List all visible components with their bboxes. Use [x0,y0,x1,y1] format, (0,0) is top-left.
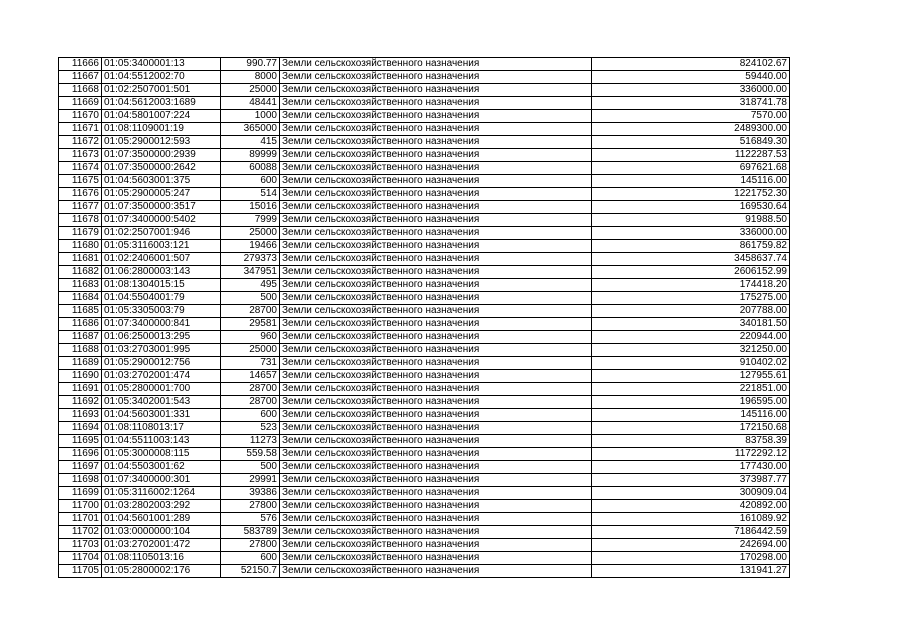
row-number-cell: 11694 [59,422,102,435]
row-number-cell: 11686 [59,318,102,331]
row-number-cell: 11678 [59,214,102,227]
cadastral-number-cell: 01:04:5503001:62 [102,461,221,474]
cadastral-value-cell: 3458637.74 [592,253,790,266]
land-category-cell: Земли сельскохозяйственного назначения [280,461,592,474]
cadastral-number-cell: 01:03:2802003:292 [102,500,221,513]
area-cell: 559.58 [221,448,280,461]
land-category-cell: Земли сельскохозяйственного назначения [280,110,592,123]
table-row [59,461,790,474]
cadastral-number-cell: 01:02:2507001:946 [102,227,221,240]
cadastral-value-cell: 170298.00 [592,552,790,565]
cadastral-number-cell: 01:05:2900012:756 [102,357,221,370]
table-row [59,318,790,331]
area-cell: 500 [221,292,280,305]
land-category-cell: Земли сельскохозяйственного назначения [280,240,592,253]
area-cell: 48441 [221,97,280,110]
cadastral-value-cell: 336000.00 [592,227,790,240]
land-category-cell: Земли сельскохозяйственного назначения [280,162,592,175]
table-row [59,422,790,435]
cadastral-number-cell: 01:07:3500000:2939 [102,149,221,162]
land-category-cell: Земли сельскохозяйственного назначения [280,357,592,370]
cadastral-value-cell: 373987.77 [592,474,790,487]
cadastral-value-cell: 697621.68 [592,162,790,175]
cadastral-value-cell: 7570.00 [592,110,790,123]
table-row [59,448,790,461]
land-category-cell: Земли сельскохозяйственного назначения [280,97,592,110]
land-category-cell: Земли сельскохозяйственного назначения [280,84,592,97]
land-category-cell: Земли сельскохозяйственного назначения [280,227,592,240]
cadastral-value-cell: 824102.67 [592,58,790,71]
land-category-cell: Земли сельскохозяйственного назначения [280,318,592,331]
land-category-cell: Земли сельскохозяйственного назначения [280,448,592,461]
table-row [59,97,790,110]
table-row [59,500,790,513]
table-row [59,188,790,201]
area-cell: 500 [221,461,280,474]
cadastral-number-cell: 01:03:0000000:104 [102,526,221,539]
cadastral-value-cell: 1221752.30 [592,188,790,201]
row-number-cell: 11682 [59,266,102,279]
cadastral-value-cell: 340181.50 [592,318,790,331]
cadastral-value-cell: 910402.02 [592,357,790,370]
table-row [59,175,790,188]
cadastral-number-cell: 01:04:5512002:70 [102,71,221,84]
land-category-cell: Земли сельскохозяйственного назначения [280,370,592,383]
cadastral-number-cell: 01:04:5612003:1689 [102,97,221,110]
cadastral-number-cell: 01:05:3305003:79 [102,305,221,318]
table-row [59,383,790,396]
cadastral-value-cell: 420892.00 [592,500,790,513]
row-number-cell: 11672 [59,136,102,149]
table-row [59,214,790,227]
cadastral-number-cell: 01:03:2702001:474 [102,370,221,383]
cadastral-number-cell: 01:04:5601001:289 [102,513,221,526]
cadastral-value-cell: 83758.39 [592,435,790,448]
row-number-cell: 11684 [59,292,102,305]
land-category-cell: Земли сельскохозяйственного назначения [280,409,592,422]
area-cell: 28700 [221,305,280,318]
table-row [59,162,790,175]
area-cell: 576 [221,513,280,526]
cadastral-value-cell: 172150.68 [592,422,790,435]
row-number-cell: 11668 [59,84,102,97]
cadastral-value-cell: 2606152.99 [592,266,790,279]
cadastral-value-cell: 91988.50 [592,214,790,227]
area-cell: 89999 [221,149,280,162]
table-row [59,344,790,357]
table-row [59,487,790,500]
cadastral-value-cell: 861759.82 [592,240,790,253]
cadastral-number-cell: 01:08:1304015:15 [102,279,221,292]
land-category-cell: Земли сельскохозяйственного назначения [280,344,592,357]
cadastral-value-cell: 7186442.59 [592,526,790,539]
area-cell: 495 [221,279,280,292]
land-category-cell: Земли сельскохозяйственного назначения [280,188,592,201]
table-row [59,240,790,253]
area-cell: 1000 [221,110,280,123]
row-number-cell: 11675 [59,175,102,188]
row-number-cell: 11697 [59,461,102,474]
cadastral-number-cell: 01:08:1105013:16 [102,552,221,565]
table-row [59,266,790,279]
cadastral-value-cell: 131941.27 [592,565,790,578]
land-category-cell: Земли сельскохозяйственного назначения [280,487,592,500]
land-category-cell: Земли сельскохозяйственного назначения [280,539,592,552]
area-cell: 19466 [221,240,280,253]
cadastral-value-cell: 145116.00 [592,175,790,188]
area-cell: 600 [221,175,280,188]
table-row [59,71,790,84]
area-cell: 25000 [221,344,280,357]
row-number-cell: 11701 [59,513,102,526]
cadastral-value-cell: 145116.00 [592,409,790,422]
area-cell: 29581 [221,318,280,331]
row-number-cell: 11685 [59,305,102,318]
cadastral-value-cell: 1122287.53 [592,149,790,162]
land-category-cell: Земли сельскохозяйственного назначения [280,552,592,565]
row-number-cell: 11674 [59,162,102,175]
row-number-cell: 11702 [59,526,102,539]
land-category-cell: Земли сельскохозяйственного назначения [280,266,592,279]
land-category-cell: Земли сельскохозяйственного назначения [280,396,592,409]
area-cell: 28700 [221,396,280,409]
row-number-cell: 11677 [59,201,102,214]
table-row [59,149,790,162]
land-category-cell: Земли сельскохозяйственного назначения [280,383,592,396]
row-number-cell: 11673 [59,149,102,162]
cadastral-number-cell: 01:07:3400000:5402 [102,214,221,227]
area-cell: 523 [221,422,280,435]
table-row [59,409,790,422]
area-cell: 365000 [221,123,280,136]
table-row [59,435,790,448]
table-row [59,201,790,214]
cadastral-number-cell: 01:04:5511003:143 [102,435,221,448]
cadastral-number-cell: 01:05:2800001:700 [102,383,221,396]
cadastral-number-cell: 01:07:3500000:2642 [102,162,221,175]
row-number-cell: 11680 [59,240,102,253]
table-row [59,58,790,71]
area-cell: 583789 [221,526,280,539]
land-category-cell: Земли сельскохозяйственного назначения [280,279,592,292]
cadastral-value-cell: 1172292.12 [592,448,790,461]
cadastral-number-cell: 01:05:2800002:176 [102,565,221,578]
land-category-cell: Земли сельскохозяйственного назначения [280,513,592,526]
cadastral-value-cell: 175275.00 [592,292,790,305]
cadastral-number-cell: 01:05:3000008:115 [102,448,221,461]
land-category-cell: Земли сельскохозяйственного назначения [280,565,592,578]
cadastral-number-cell: 01:03:2703001:995 [102,344,221,357]
row-number-cell: 11696 [59,448,102,461]
cadastral-value-cell: 127955.61 [592,370,790,383]
area-cell: 990.77 [221,58,280,71]
cadastral-value-cell: 336000.00 [592,84,790,97]
area-cell: 7999 [221,214,280,227]
cadastral-number-cell: 01:08:1109001:19 [102,123,221,136]
row-number-cell: 11704 [59,552,102,565]
cadastral-number-cell: 01:03:2702001:472 [102,539,221,552]
cadastral-value-cell: 321250.00 [592,344,790,357]
table-row [59,253,790,266]
cadastral-value-cell: 59440.00 [592,71,790,84]
table-row [59,331,790,344]
area-cell: 27800 [221,539,280,552]
cadastral-number-cell: 01:02:2507001:501 [102,84,221,97]
cadastral-value-cell: 318741.78 [592,97,790,110]
area-cell: 25000 [221,227,280,240]
cadastral-number-cell: 01:04:5801007:224 [102,110,221,123]
table-row [59,305,790,318]
cadastral-number-cell: 01:04:5504001:79 [102,292,221,305]
area-cell: 731 [221,357,280,370]
area-cell: 415 [221,136,280,149]
cadastral-number-cell: 01:02:2406001:507 [102,253,221,266]
table-row [59,474,790,487]
table-row [59,292,790,305]
row-number-cell: 11671 [59,123,102,136]
row-number-cell: 11670 [59,110,102,123]
cadastral-value-cell: 300909.04 [592,487,790,500]
table-row [59,539,790,552]
land-category-cell: Земли сельскохозяйственного назначения [280,214,592,227]
row-number-cell: 11690 [59,370,102,383]
cadastral-number-cell: 01:07:3400000:841 [102,318,221,331]
table-row [59,84,790,97]
land-category-cell: Земли сельскохозяйственного назначения [280,175,592,188]
land-category-cell: Земли сельскохозяйственного назначения [280,149,592,162]
area-cell: 15016 [221,201,280,214]
area-cell: 28700 [221,383,280,396]
cadastral-value-cell: 516849.30 [592,136,790,149]
land-category-cell: Земли сельскохозяйственного назначения [280,474,592,487]
cadastral-number-cell: 01:04:5603001:331 [102,409,221,422]
row-number-cell: 11689 [59,357,102,370]
cadastral-value-cell: 220944.00 [592,331,790,344]
row-number-cell: 11698 [59,474,102,487]
cadastral-value-cell: 161089.92 [592,513,790,526]
land-category-cell: Земли сельскохозяйственного назначения [280,201,592,214]
area-cell: 347951 [221,266,280,279]
cadastral-number-cell: 01:05:3400001:13 [102,58,221,71]
table-row [59,396,790,409]
table-row [59,123,790,136]
cadastral-number-cell: 01:06:2500013:295 [102,331,221,344]
area-cell: 11273 [221,435,280,448]
area-cell: 14657 [221,370,280,383]
cadastral-value-cell: 174418.20 [592,279,790,292]
land-category-cell: Земли сельскохозяйственного назначения [280,58,592,71]
cadastral-number-cell: 01:07:3400000:301 [102,474,221,487]
row-number-cell: 11703 [59,539,102,552]
land-category-cell: Земли сельскохозяйственного назначения [280,500,592,513]
row-number-cell: 11687 [59,331,102,344]
cadastral-number-cell: 01:08:1108013:17 [102,422,221,435]
land-category-cell: Земли сельскохозяйственного назначения [280,136,592,149]
cadastral-value-cell: 177430.00 [592,461,790,474]
row-number-cell: 11681 [59,253,102,266]
land-category-cell: Земли сельскохозяйственного назначения [280,435,592,448]
table-row [59,552,790,565]
cadastral-value-cell: 242694.00 [592,539,790,552]
land-category-cell: Земли сельскохозяйственного назначения [280,253,592,266]
area-cell: 960 [221,331,280,344]
cadastral-value-cell: 196595.00 [592,396,790,409]
table-row [59,110,790,123]
cadastral-number-cell: 01:04:5603001:375 [102,175,221,188]
area-cell: 39386 [221,487,280,500]
area-cell: 600 [221,552,280,565]
table-row [59,136,790,149]
area-cell: 600 [221,409,280,422]
row-number-cell: 11700 [59,500,102,513]
cadastral-number-cell: 01:05:2900012:593 [102,136,221,149]
land-category-cell: Земли сельскохозяйственного назначения [280,422,592,435]
cadastral-value-cell: 207788.00 [592,305,790,318]
cadastral-number-cell: 01:05:3116003:121 [102,240,221,253]
table-row [59,227,790,240]
row-number-cell: 11693 [59,409,102,422]
area-cell: 8000 [221,71,280,84]
land-plots-table [58,57,790,578]
area-cell: 25000 [221,84,280,97]
area-cell: 27800 [221,500,280,513]
cadastral-number-cell: 01:07:3500000:3517 [102,201,221,214]
cadastral-number-cell: 01:05:2900005:247 [102,188,221,201]
table-row [59,565,790,578]
land-category-cell: Земли сельскохозяйственного назначения [280,526,592,539]
land-category-cell: Земли сельскохозяйственного назначения [280,71,592,84]
area-cell: 29991 [221,474,280,487]
table-row [59,526,790,539]
row-number-cell: 11679 [59,227,102,240]
table-row [59,370,790,383]
row-number-cell: 11667 [59,71,102,84]
area-cell: 279373 [221,253,280,266]
row-number-cell: 11666 [59,58,102,71]
table-body [59,58,790,578]
table-row [59,357,790,370]
row-number-cell: 11669 [59,97,102,110]
row-number-cell: 11691 [59,383,102,396]
table-row [59,513,790,526]
row-number-cell: 11695 [59,435,102,448]
cadastral-number-cell: 01:05:3402001:543 [102,396,221,409]
cadastral-value-cell: 221851.00 [592,383,790,396]
row-number-cell: 11692 [59,396,102,409]
cadastral-value-cell: 2489300.00 [592,123,790,136]
cadastral-number-cell: 01:05:3116002:1264 [102,487,221,500]
land-category-cell: Земли сельскохозяйственного назначения [280,331,592,344]
row-number-cell: 11705 [59,565,102,578]
area-cell: 52150.7 [221,565,280,578]
cadastral-number-cell: 01:06:2800003:143 [102,266,221,279]
land-category-cell: Земли сельскохозяйственного назначения [280,123,592,136]
row-number-cell: 11688 [59,344,102,357]
area-cell: 514 [221,188,280,201]
land-category-cell: Земли сельскохозяйственного назначения [280,305,592,318]
row-number-cell: 11676 [59,188,102,201]
table-row [59,279,790,292]
land-category-cell: Земли сельскохозяйственного назначения [280,292,592,305]
row-number-cell: 11683 [59,279,102,292]
cadastral-value-cell: 169530.64 [592,201,790,214]
area-cell: 60088 [221,162,280,175]
row-number-cell: 11699 [59,487,102,500]
